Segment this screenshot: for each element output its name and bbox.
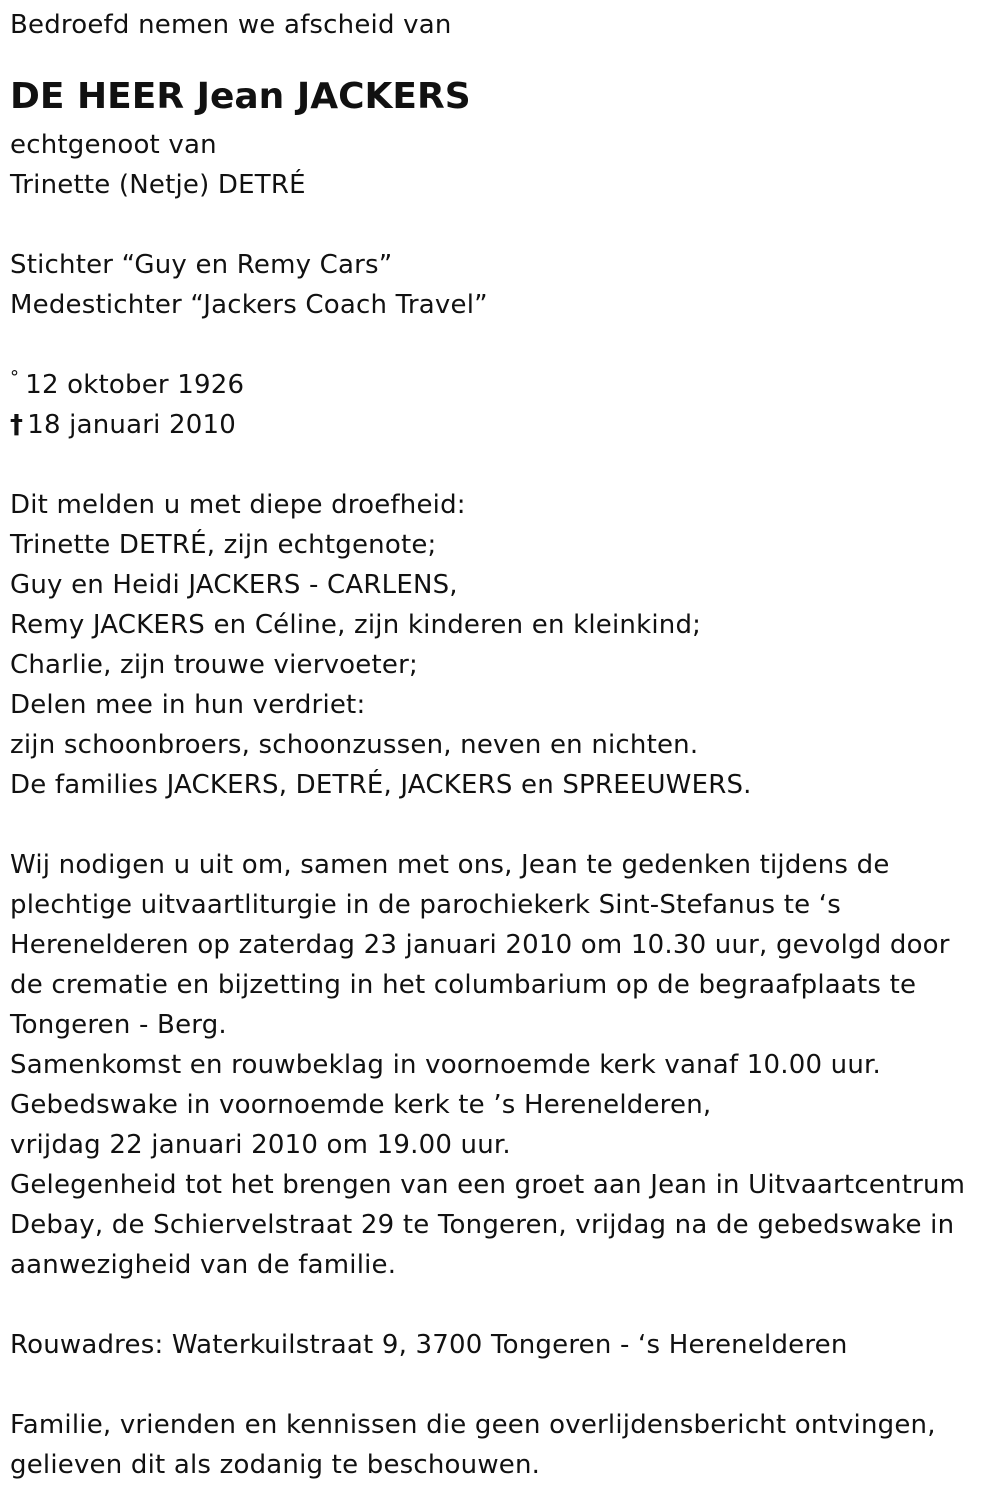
death-date-row bbox=[10, 405, 995, 445]
birth-date: 12 oktober 1926 bbox=[25, 370, 245, 400]
ceremony-block bbox=[10, 845, 995, 1285]
birth-symbol: ° bbox=[10, 367, 20, 388]
ceremony-line: vrijdag 22 januari 2010 om 19.00 uur. bbox=[10, 1130, 511, 1160]
closing-line: Familie, vrienden en kennissen die geen overlijdensbericht ontvingen, bbox=[10, 1410, 936, 1440]
announcement-line: Remy JACKERS en Céline, zijn kinderen en kleinkind; bbox=[10, 610, 702, 640]
deceased-name: DE HEER Jean JACKERS bbox=[10, 76, 471, 117]
announcement-line: De families JACKERS, DETRÉ, JACKERS en SPREEUWERS. bbox=[10, 770, 752, 800]
ceremony-line: Gebedswake in voornoemde kerk te ’s Herenelderen, bbox=[10, 1090, 712, 1120]
announcement-line: Guy en Heidi JACKERS - CARLENS, bbox=[10, 570, 458, 600]
spacer bbox=[10, 205, 995, 245]
ceremony-line: aanwezigheid van de familie. bbox=[10, 1250, 397, 1280]
closing-block bbox=[10, 1405, 995, 1485]
ceremony-line: Gelegenheid tot het brengen van een groet aan Jean in Uitvaartcentrum bbox=[10, 1170, 966, 1200]
ceremony-line: plechtige uitvaartliturgie in de parochiekerk Sint-Stefanus te ‘s bbox=[10, 890, 841, 920]
announcement-line: Dit melden u met diepe droefheid: bbox=[10, 490, 466, 520]
relation-label: echtgenoot van bbox=[10, 130, 217, 160]
death-notice bbox=[10, 5, 995, 1485]
announcement-line: zijn schoonbroers, schoonzussen, neven en nichten. bbox=[10, 730, 699, 760]
intro-text: Bedroefd nemen we afscheid van bbox=[10, 10, 452, 40]
cross-icon: † bbox=[10, 410, 24, 440]
role-founder: Stichter “Guy en Remy Cars” bbox=[10, 250, 393, 280]
birth-date-row bbox=[10, 365, 995, 405]
spacer bbox=[10, 1365, 995, 1405]
ceremony-line: Debay, de Schiervelstraat 29 te Tongeren, vrijdag na de gebedswake in bbox=[10, 1210, 955, 1240]
spacer bbox=[10, 1285, 995, 1325]
ceremony-line: de crematie en bijzetting in het columbarium op de begraafplaats te bbox=[10, 970, 917, 1000]
spouse-name: Trinette (Netje) DETRÉ bbox=[10, 170, 306, 200]
mourning-address: Rouwadres: Waterkuilstraat 9, 3700 Tongeren - ‘s Herenelderen bbox=[10, 1330, 848, 1360]
spacer bbox=[10, 325, 995, 365]
ceremony-line: Samenkomst en rouwbeklag in voornoemde kerk vanaf 10.00 uur. bbox=[10, 1050, 881, 1080]
announcement-block bbox=[10, 485, 995, 805]
spacer bbox=[10, 45, 995, 69]
spacer bbox=[10, 445, 995, 485]
ceremony-line: Wij nodigen u uit om, samen met ons, Jean te gedenken tijdens de bbox=[10, 850, 890, 880]
announcement-line: Charlie, zijn trouwe viervoeter; bbox=[10, 650, 418, 680]
spacer bbox=[10, 805, 995, 845]
announcement-line: Delen mee in hun verdriet: bbox=[10, 690, 366, 720]
ceremony-line: Tongeren - Berg. bbox=[10, 1010, 227, 1040]
role-cofounder: Medestichter “Jackers Coach Travel” bbox=[10, 290, 488, 320]
death-date: 18 januari 2010 bbox=[27, 410, 236, 440]
ceremony-line: Herenelderen op zaterdag 23 januari 2010 om 10.30 uur, gevolgd door bbox=[10, 930, 950, 960]
closing-line: gelieven dit als zodanig te beschouwen. bbox=[10, 1450, 541, 1480]
announcement-line: Trinette DETRÉ, zijn echtgenote; bbox=[10, 530, 437, 560]
